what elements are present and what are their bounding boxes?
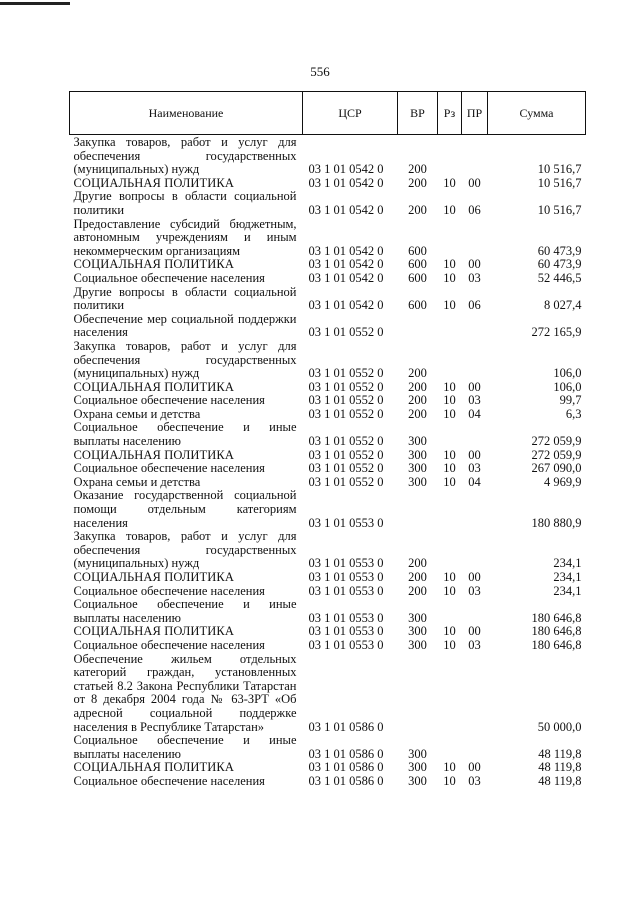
cell-rz xyxy=(438,218,462,259)
cell-vr: 200 xyxy=(408,406,427,421)
cell-sum: 180 646,8 xyxy=(531,637,582,652)
cell-vr: 200 xyxy=(408,570,427,584)
cell-name: Социальное обеспечение населения xyxy=(73,461,265,476)
table-row xyxy=(70,340,586,381)
cell-vr: 300 xyxy=(408,760,427,775)
table-row xyxy=(70,286,586,313)
cell-pr: 06 xyxy=(468,298,481,313)
cell-vr: 200 xyxy=(408,366,427,381)
cell-vr: 300 xyxy=(408,624,427,639)
cell-vr: 200 xyxy=(408,202,427,217)
cell-vr: 200 xyxy=(408,393,427,408)
cell-csr: 03 1 01 0552 0 xyxy=(308,474,384,489)
cell-name: Социальное обеспечение и иные выплаты населению xyxy=(73,733,297,761)
cell-name: СОЦИАЛЬНАЯ ПОЛИТИКА xyxy=(73,760,234,775)
cell-csr: 03 1 01 0553 0 xyxy=(308,515,384,530)
cell-vr: 600 xyxy=(408,298,427,313)
cell-pr: 00 xyxy=(468,175,481,190)
table-row xyxy=(70,476,586,490)
header-csr: ЦСР xyxy=(303,92,398,135)
cell-rz xyxy=(438,313,462,340)
cell-rz: 10 xyxy=(443,175,456,190)
cell-name: Закупка товаров, работ и услуг для обеспечения государственных (муниципальных) нужд xyxy=(73,338,297,381)
cell-vr: 600 xyxy=(408,257,427,272)
cell-csr: 03 1 01 0552 0 xyxy=(308,447,384,462)
cell-sum: 8 027,4 xyxy=(544,298,582,313)
cell-csr: 03 1 01 0553 0 xyxy=(308,570,384,584)
cell-csr: 03 1 01 0542 0 xyxy=(308,243,384,258)
cell-name: СОЦИАЛЬНАЯ ПОЛИТИКА xyxy=(73,447,234,462)
cell-vr: 300 xyxy=(408,610,427,625)
cell-pr xyxy=(462,313,488,340)
cell-pr xyxy=(462,530,488,571)
cell-name: СОЦИАЛЬНАЯ ПОЛИТИКА xyxy=(73,175,234,190)
cell-pr: 03 xyxy=(468,583,481,598)
table-row xyxy=(70,530,586,571)
cell-pr: 03 xyxy=(468,773,481,788)
cell-rz xyxy=(438,598,462,625)
cell-name: Охрана семьи и детства xyxy=(73,474,201,489)
cell-sum: 52 446,5 xyxy=(537,270,582,285)
cell-pr: 00 xyxy=(468,760,481,775)
cell-sum: 180 880,9 xyxy=(531,515,582,530)
cell-csr: 03 1 01 0553 0 xyxy=(308,583,384,598)
table-row xyxy=(70,653,586,735)
cell-sum: 272 059,9 xyxy=(531,434,582,449)
header-vr: ВР xyxy=(398,92,438,135)
cell-name: Охрана семьи и детства xyxy=(73,406,201,421)
cell-name: Закупка товаров, работ и услуг для обеспечения государственных (муниципальных) нужд xyxy=(73,135,297,177)
table-row xyxy=(70,585,586,599)
cell-rz: 10 xyxy=(443,379,456,394)
cell-sum: 180 646,8 xyxy=(531,624,582,639)
header-sum: Сумма xyxy=(488,92,586,135)
cell-sum: 106,0 xyxy=(553,379,582,394)
cell-rz: 10 xyxy=(443,570,456,584)
cell-sum: 10 516,7 xyxy=(537,202,582,217)
cell-sum: 48 119,8 xyxy=(538,760,582,775)
cell-rz: 10 xyxy=(443,583,456,598)
cell-name: Обеспечение мер социальной поддержки населения xyxy=(73,311,297,340)
table-row xyxy=(70,598,586,625)
cell-csr: 03 1 01 0586 0 xyxy=(308,760,384,775)
table-row xyxy=(70,408,586,422)
table-row xyxy=(70,272,586,286)
cell-sum: 10 516,7 xyxy=(537,162,582,177)
cell-sum: 60 473,9 xyxy=(537,257,582,272)
cell-pr xyxy=(462,653,488,735)
cell-rz xyxy=(438,340,462,381)
cell-csr: 03 1 01 0542 0 xyxy=(308,175,384,190)
cell-csr: 03 1 01 0552 0 xyxy=(308,406,384,421)
cell-rz xyxy=(438,530,462,571)
cell-pr: 00 xyxy=(468,624,481,639)
table-row xyxy=(70,190,586,217)
cell-csr: 03 1 01 0542 0 xyxy=(308,162,384,177)
cell-pr xyxy=(462,340,488,381)
cell-rz xyxy=(438,489,462,530)
cell-sum: 6,3 xyxy=(565,406,582,421)
cell-name: Социальное обеспечение населения xyxy=(73,393,265,408)
cell-sum: 48 119,8 xyxy=(538,746,582,761)
cell-pr xyxy=(462,218,488,259)
cell-csr: 03 1 01 0586 0 xyxy=(308,773,384,788)
cell-name: Закупка товаров, работ и услуг для обеспечения государственных (муниципальных) нужд xyxy=(73,529,297,571)
cell-name: СОЦИАЛЬНАЯ ПОЛИТИКА xyxy=(73,624,234,639)
cell-rz: 10 xyxy=(443,637,456,652)
cell-csr: 03 1 01 0553 0 xyxy=(308,556,384,571)
scan-corner-mark xyxy=(0,2,70,5)
table-row xyxy=(70,421,586,448)
cell-sum: 272 165,9 xyxy=(531,325,582,340)
cell-sum: 99,7 xyxy=(559,393,582,408)
cell-csr: 03 1 01 0553 0 xyxy=(308,624,384,639)
cell-sum: 60 473,9 xyxy=(537,243,582,258)
cell-vr: 200 xyxy=(408,583,427,598)
cell-rz: 10 xyxy=(443,474,456,489)
cell-csr: 03 1 01 0552 0 xyxy=(308,379,384,394)
cell-rz xyxy=(438,653,462,735)
cell-name: Социальное обеспечение населения xyxy=(73,270,265,285)
table-row xyxy=(70,218,586,259)
cell-name: СОЦИАЛЬНАЯ ПОЛИТИКА xyxy=(73,257,234,272)
cell-vr: 600 xyxy=(408,243,427,258)
cell-csr: 03 1 01 0586 0 xyxy=(308,719,384,734)
cell-sum: 234,1 xyxy=(553,583,582,598)
cell-rz: 10 xyxy=(443,257,456,272)
cell-sum: 272 059,9 xyxy=(531,447,582,462)
cell-vr: 300 xyxy=(408,474,427,489)
cell-vr: 300 xyxy=(408,746,427,761)
cell-rz: 10 xyxy=(443,773,456,788)
cell-sum: 267 090,0 xyxy=(531,461,582,476)
cell-vr: 300 xyxy=(408,447,427,462)
cell-rz: 10 xyxy=(443,393,456,408)
header-pr: ПР xyxy=(462,92,488,135)
page-number: 556 xyxy=(310,64,330,79)
cell-pr: 06 xyxy=(468,202,481,217)
cell-pr xyxy=(462,734,488,761)
cell-sum: 50 000,0 xyxy=(537,719,582,734)
cell-name: Социальное обеспечение населения xyxy=(73,583,265,598)
cell-sum: 234,1 xyxy=(553,570,582,584)
table-row xyxy=(70,394,586,408)
cell-rz: 10 xyxy=(443,760,456,775)
cell-csr: 03 1 01 0542 0 xyxy=(308,270,384,285)
cell-pr xyxy=(462,135,488,177)
table-row xyxy=(70,381,586,395)
cell-csr: 03 1 01 0553 0 xyxy=(308,610,384,625)
table-row xyxy=(70,639,586,653)
table-row xyxy=(70,313,586,340)
cell-name: Социальное обеспечение и иные выплаты населению xyxy=(73,597,297,625)
cell-rz: 10 xyxy=(443,202,456,217)
cell-vr: 200 xyxy=(408,379,427,394)
cell-vr xyxy=(398,653,438,735)
cell-rz xyxy=(438,135,462,177)
table-row xyxy=(70,462,586,476)
cell-vr: 300 xyxy=(408,773,427,788)
cell-csr: 03 1 01 0552 0 xyxy=(308,325,384,340)
cell-name: Другие вопросы в области социальной политики xyxy=(73,284,297,313)
table-body xyxy=(70,135,586,789)
cell-name: Обеспечение жильем отдельных категорий граждан, установленных статьей 8.2 Закона Республики Татарстан от 8 декабря 2004 года № 63-ЗРТ «Об адресной социальной поддержке населения в Республике Татарстан» xyxy=(73,651,297,734)
cell-rz xyxy=(438,421,462,448)
cell-csr: 03 1 01 0552 0 xyxy=(308,366,384,381)
cell-pr: 03 xyxy=(468,393,481,408)
table-row xyxy=(70,135,586,177)
table-row xyxy=(70,177,586,191)
cell-csr: 03 1 01 0552 0 xyxy=(308,393,384,408)
table-row xyxy=(70,571,586,585)
cell-name: Социальное обеспечение населения xyxy=(73,773,265,788)
header-name: Наименование xyxy=(70,92,303,135)
cell-sum: 180 646,8 xyxy=(531,610,582,625)
cell-name: СОЦИАЛЬНАЯ ПОЛИТИКА xyxy=(73,570,234,584)
cell-pr: 03 xyxy=(468,461,481,476)
table-row xyxy=(70,258,586,272)
cell-vr: 600 xyxy=(408,270,427,285)
cell-csr: 03 1 01 0542 0 xyxy=(308,257,384,272)
table-row xyxy=(70,761,586,775)
cell-rz: 10 xyxy=(443,270,456,285)
cell-pr: 04 xyxy=(468,406,481,421)
cell-vr xyxy=(398,313,438,340)
table-row xyxy=(70,625,586,639)
cell-sum: 48 119,8 xyxy=(538,773,582,788)
cell-sum: 4 969,9 xyxy=(544,474,582,489)
cell-csr: 03 1 01 0542 0 xyxy=(308,298,384,313)
cell-pr: 00 xyxy=(468,379,481,394)
cell-rz xyxy=(438,734,462,761)
cell-pr xyxy=(462,598,488,625)
cell-vr: 300 xyxy=(408,461,427,476)
table-row xyxy=(70,775,586,789)
cell-rz: 10 xyxy=(443,461,456,476)
cell-pr: 04 xyxy=(468,474,481,489)
cell-sum: 106,0 xyxy=(553,366,582,381)
cell-pr xyxy=(462,421,488,448)
cell-csr: 03 1 01 0552 0 xyxy=(308,434,384,449)
cell-rz: 10 xyxy=(443,406,456,421)
cell-vr: 300 xyxy=(408,434,427,449)
cell-csr: 03 1 01 0586 0 xyxy=(308,746,384,761)
cell-rz: 10 xyxy=(443,298,456,313)
table-row xyxy=(70,449,586,463)
header-rz: Рз xyxy=(438,92,462,135)
cell-name: Другие вопросы в области социальной политики xyxy=(73,189,297,217)
cell-name: Оказание государственной социальной помощи отдельным категориям населения xyxy=(73,488,297,530)
table-header-row xyxy=(70,92,586,135)
cell-pr: 00 xyxy=(468,570,481,584)
cell-pr: 00 xyxy=(468,257,481,272)
cell-pr: 03 xyxy=(468,637,481,652)
cell-name: СОЦИАЛЬНАЯ ПОЛИТИКА xyxy=(73,379,234,394)
cell-vr: 200 xyxy=(408,162,427,177)
cell-csr: 03 1 01 0542 0 xyxy=(308,202,384,217)
table-row xyxy=(70,734,586,761)
cell-csr: 03 1 01 0553 0 xyxy=(308,637,384,652)
budget-table xyxy=(69,91,586,789)
cell-vr: 200 xyxy=(408,556,427,571)
table-row xyxy=(70,489,586,530)
cell-rz: 10 xyxy=(443,624,456,639)
cell-vr: 300 xyxy=(408,637,427,652)
cell-name: Предоставление субсидий бюджетным, автономным учреждениям и иным некоммерческим организациям xyxy=(73,216,297,258)
cell-name: Социальное обеспечение населения xyxy=(73,637,265,652)
cell-pr: 00 xyxy=(468,447,481,462)
cell-pr xyxy=(462,489,488,530)
cell-vr: 200 xyxy=(408,175,427,190)
cell-sum: 10 516,7 xyxy=(537,175,582,190)
cell-name: Социальное обеспечение и иные выплаты населению xyxy=(73,420,297,449)
cell-csr: 03 1 01 0552 0 xyxy=(308,461,384,476)
cell-sum: 234,1 xyxy=(553,556,582,571)
cell-rz: 10 xyxy=(443,447,456,462)
cell-pr: 03 xyxy=(468,270,481,285)
cell-vr xyxy=(398,489,438,530)
